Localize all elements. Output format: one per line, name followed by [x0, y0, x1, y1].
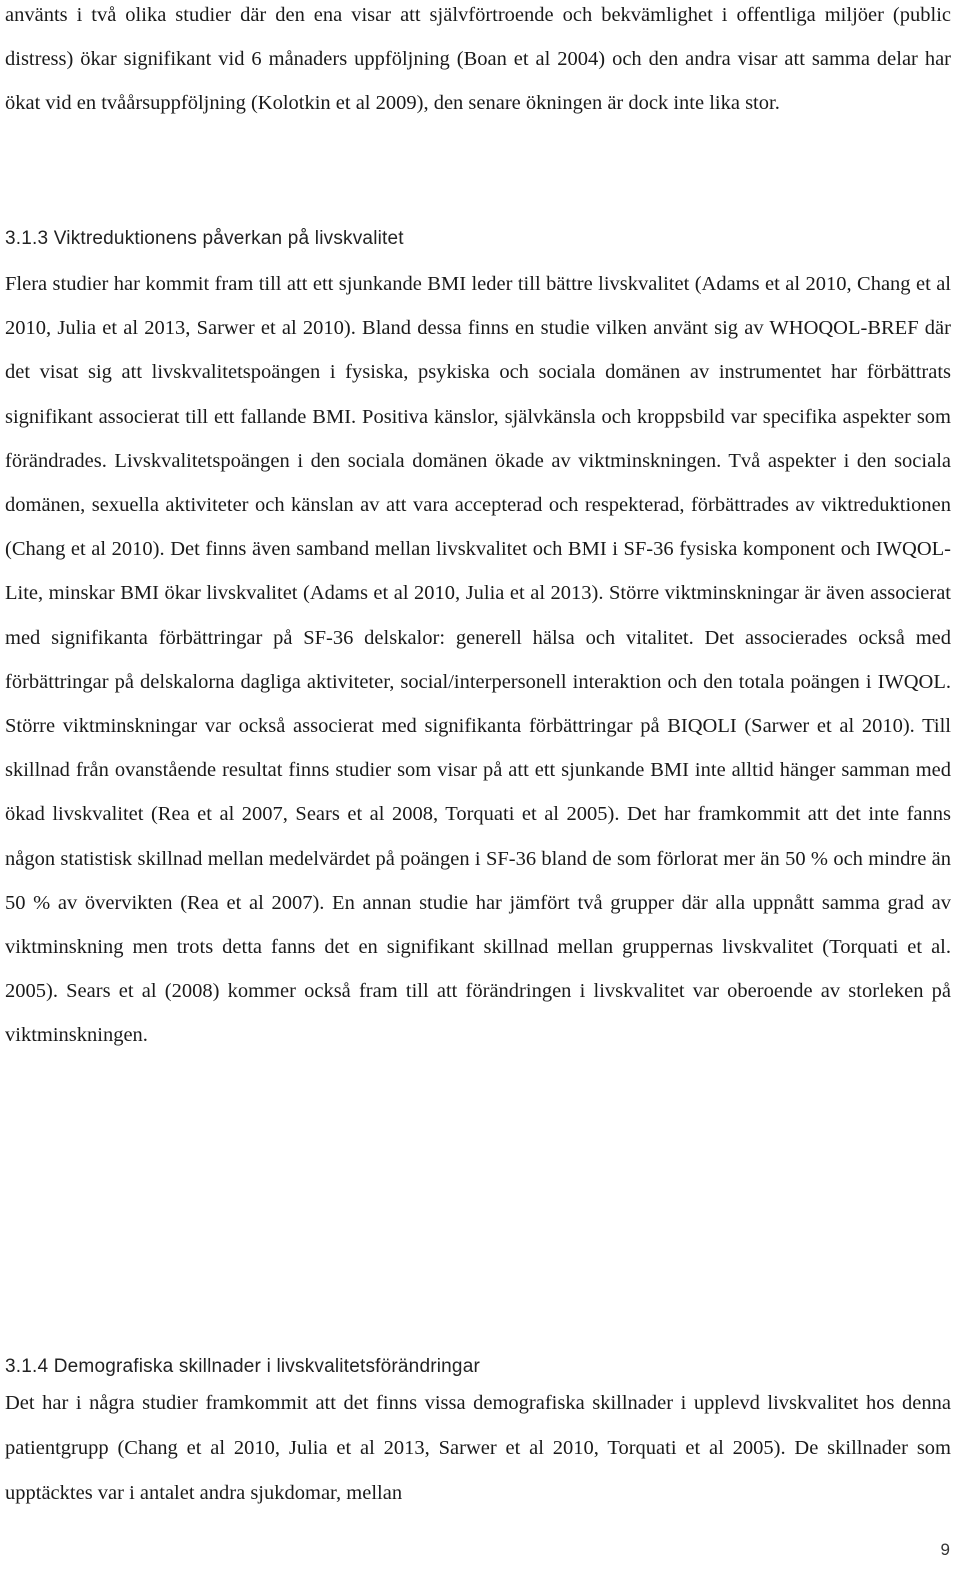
page-number: 9 — [940, 1540, 950, 1559]
section-heading-3-1-3: 3.1.3 Viktreduktionens påverkan på livskvalitet — [5, 228, 404, 249]
section-heading-3-1-4: 3.1.4 Demografiska skillnader i livskvalitetsförändringar — [5, 1356, 480, 1377]
paragraph-3-1-3: Flera studier har kommit fram till att ett sjunkande BMI leder till bättre livskvalitet (Adams et al 2010, Chang et al 2010, Julia et al 2013, Sarwer et al 2010). Bland dessa finns en studie vilken använt sig av WHOQOL-BREF där det visat sig att livskvalitetspoängen i fysiska, psykiska och sociala domänen av instrumentet har förbättrats signifikant associerat till ett fallande BMI. Positiva känslor, självkänsla och kroppsbild var specifika aspekter som förändrades. Livskvalitetspoängen i den sociala domänen ökade av viktminskningen. Två aspekter i den sociala domänen, sexuella aktiviteter och känslan av att vara accepterad och respekterad, förbättrades av viktreduktionen (Chang et al 2010). Det finns även samband mellan livskvalitet och BMI i SF-36 fysiska komponent och IWQOL-Lite, minskar BMI ökar livskvalitet (Adams et al 2010, Julia et al 2013). Större viktminskningar är även associerat med signifikanta förbättringar på SF-36 delskalor: generell hälsa och vitalitet. Det associerades också med förbättringar på delskalorna dagliga aktiviteter, social/interpersonell interaktion och den totala poängen i IWQOL. Större viktminskningar var också associerat med signifikanta förbättringar på BIQOLI (Sarwer et al 2010). Till skillnad från ovanstående resultat finns studier som visar på att ett sjunkande BMI inte alltid hänger samman med ökad livskvalitet (Rea et al 2007, Sears et al 2008, Torquati et al 2005). Det har framkommit att det inte fanns någon statistisk skillnad mellan medelvärdet på poängen i SF-36 bland de som förlorat mer än 50 % och mindre än 50 % av övervikten (Rea et al 2007). En annan studie har jämfört två grupper där alla uppnått samma grad av viktminskning men trots detta fanns det en signifikant skillnad mellan gruppernas livskvalitet (Torquati et al. 2005). Sears et al (2008) kommer också fram till att förändringen i livskvalitet var oberoende av storleken på viktminskningen. — [5, 273, 951, 1047]
paragraph-intro: använts i två olika studier där den ena visar att självförtroende och bekvämlighet i offentliga miljöer (public distress) ökar signifikant vid 6 månaders uppföljning (Boan et al 2004) och den andra visar att samma delar har ökat vid en tvåårsuppföljning (Kolotkin et al 2009), den senare ökningen är dock inte lika stor. — [5, 4, 951, 115]
paragraph-3-1-4: Det har i några studier framkommit att det finns vissa demografiska skillnader i upplevd livskvalitet hos denna patientgrupp (Chang et al 2010, Julia et al 2013, Sarwer et al 2010, Torquati et al 2005). De skillnader som upptäcktes var i antalet andra sjukdomar, mellan — [5, 1392, 951, 1504]
